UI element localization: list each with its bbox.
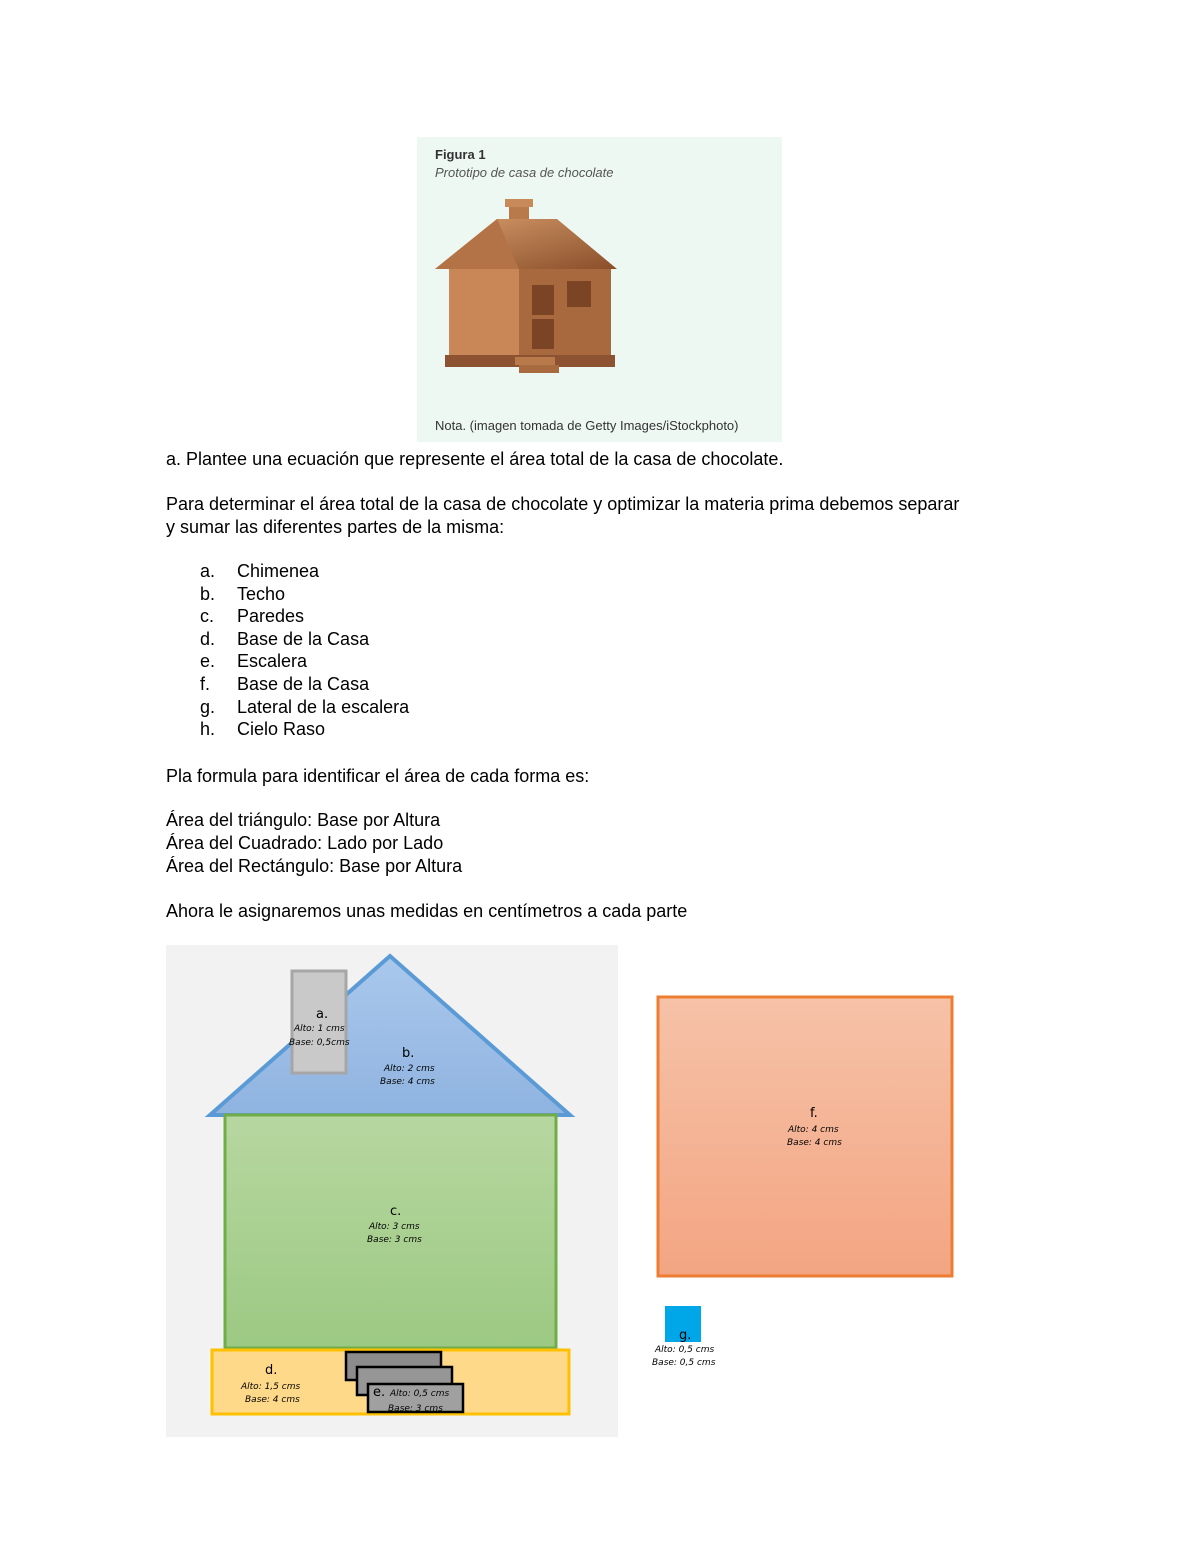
list-item: f. Base de la Casa	[200, 673, 370, 694]
question-text: a. Plantee una ecuación que represente el área total de la casa de chocolate.	[166, 449, 784, 469]
label-f-letter: f.	[810, 1106, 818, 1121]
list-item: c. Paredes	[200, 606, 305, 627]
intro-line-1: Para determinar el área total de la casa de chocolate y optimizar la materia prima debemos separar	[166, 494, 960, 514]
intro-line-2: y sumar las diferentes partes de la misma:	[166, 517, 505, 537]
label-f-base: Base: 4 cms	[787, 1138, 842, 1148]
label-e-letter: e.	[373, 1385, 386, 1400]
base-square-rect	[658, 997, 952, 1276]
formula-intro: Pla formula para identificar el área de cada forma es:	[166, 766, 590, 786]
label-b-alto: Alto: 2 cms	[384, 1064, 435, 1074]
measures-intro: Ahora le asignaremos unas medidas en centímetros a cada parte	[166, 901, 688, 921]
chimney-rect	[292, 971, 346, 1073]
label-e-base: Base: 3 cms	[388, 1404, 443, 1414]
label-d-alto: Alto: 1,5 cms	[241, 1382, 301, 1392]
formula-triangle: Área del triángulo: Base por Altura	[166, 810, 441, 830]
figure-title: Figura 1	[435, 147, 486, 162]
label-a-base: Base: 0,5cms	[289, 1038, 350, 1048]
label-a-alto: Alto: 1 cms	[294, 1024, 345, 1034]
label-d-letter: d.	[265, 1363, 278, 1378]
list-item: g. Lateral de la escalera	[200, 696, 410, 717]
figure-note: Nota. (imagen tomada de Getty Images/iStockphoto)	[435, 418, 739, 433]
list-item: a. Chimenea	[200, 561, 320, 581]
formula-rectangle: Área del Rectángulo: Base por Altura	[166, 856, 463, 876]
label-g-alto: Alto: 0,5 cms	[655, 1345, 715, 1355]
label-f-alto: Alto: 4 cms	[788, 1125, 839, 1135]
label-c-letter: c.	[390, 1204, 402, 1219]
list-item: d. Base de la Casa	[200, 628, 370, 649]
list-item: h. Cielo Raso	[200, 719, 326, 740]
label-c-alto: Alto: 3 cms	[369, 1222, 420, 1232]
roof-triangle	[210, 956, 570, 1115]
label-g-base: Base: 0,5 cms	[652, 1358, 716, 1368]
label-d-base: Base: 4 cms	[245, 1395, 300, 1405]
label-g-letter: g.	[679, 1328, 692, 1343]
label-e-alto: Alto: 0,5 cms	[390, 1389, 450, 1399]
figure-subtitle: Prototipo de casa de chocolate	[435, 165, 614, 180]
label-a-letter: a.	[316, 1007, 329, 1022]
label-c-base: Base: 3 cms	[367, 1235, 422, 1245]
list-item: b. Techo	[200, 583, 286, 604]
formula-square: Área del Cuadrado: Lado por Lado	[166, 833, 444, 853]
label-b-letter: b.	[402, 1046, 415, 1061]
list-item: e. Escalera	[200, 651, 308, 672]
label-b-base: Base: 4 cms	[380, 1077, 435, 1087]
